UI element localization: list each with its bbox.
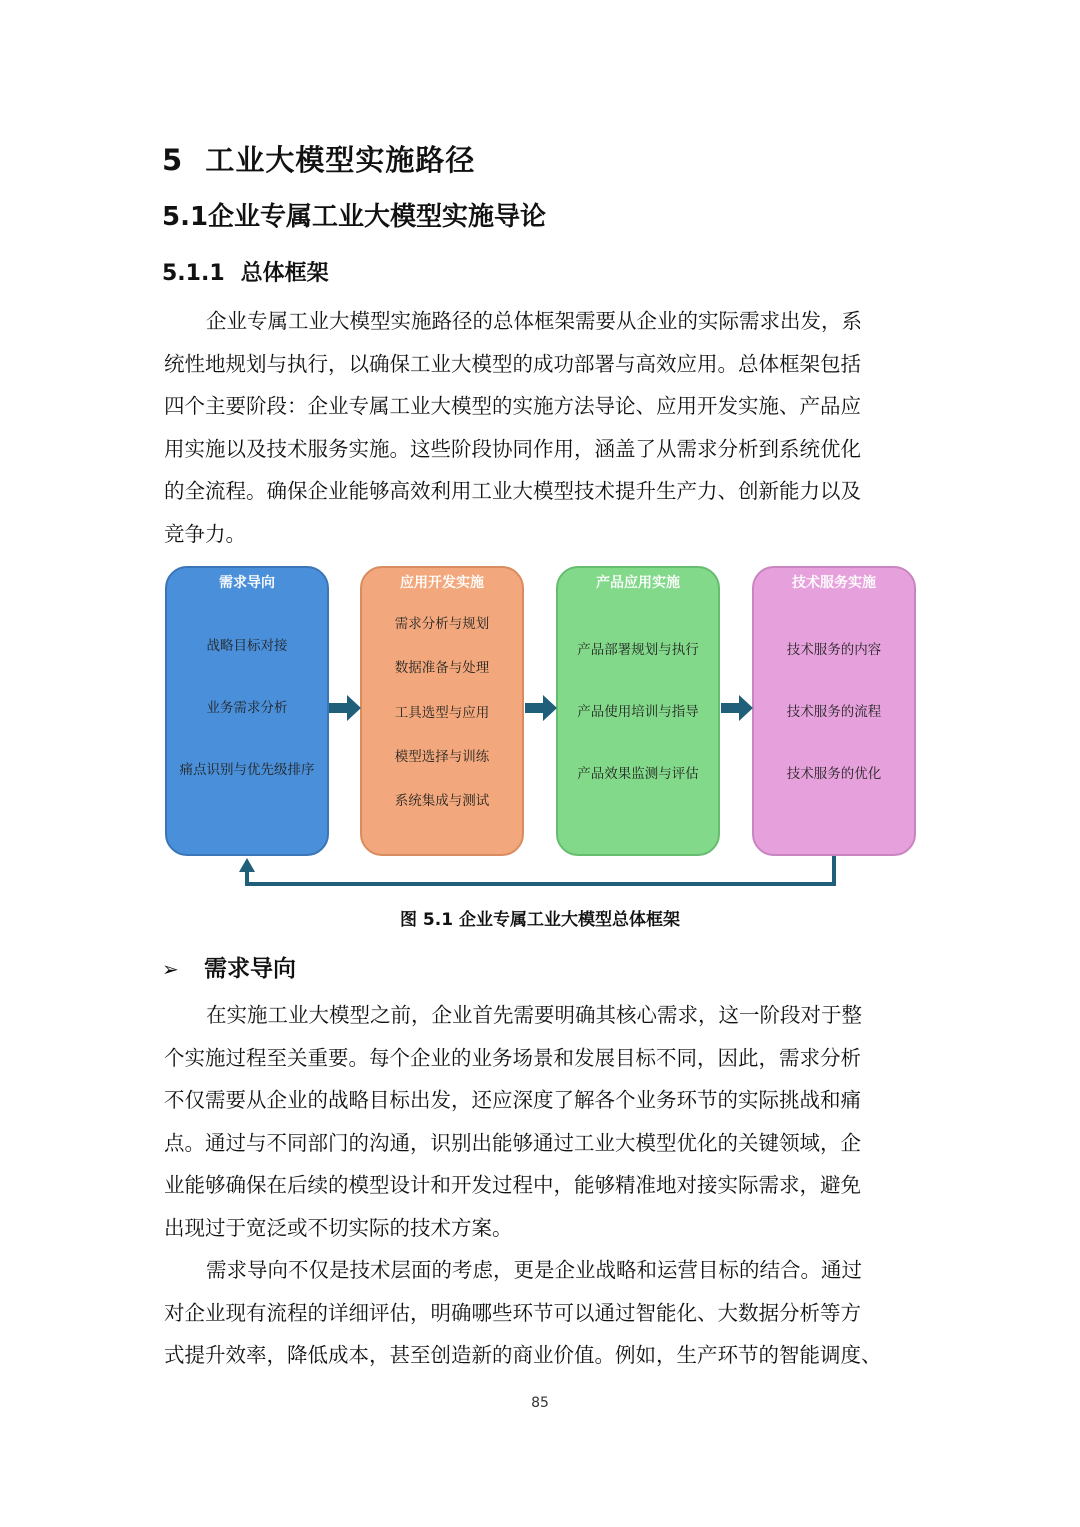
para-line: 式提升效率，降低成本，甚至创造新的商业价值。例如，生产环节的智能调度、 bbox=[164, 1343, 882, 1367]
arrow-bullet-icon: ➢ bbox=[162, 957, 179, 981]
para-line: 个实施过程至关重要。每个企业的业务场景和发展目标不同，因此，需求分析 bbox=[164, 1045, 861, 1070]
chapter-title: 工业大模型实施路径 bbox=[205, 143, 476, 177]
box-title: 需求导向 bbox=[219, 575, 275, 591]
box-item: 产品效果监测与评估 bbox=[577, 766, 699, 782]
box-item: 痛点识别与优先级排序 bbox=[179, 762, 315, 778]
point-heading bbox=[162, 950, 296, 983]
subsection-number: 5.1.1 bbox=[162, 261, 225, 286]
para-line: 需求导向不仅是技术层面的考虑，更是企业战略和运营目标的结合。通过 bbox=[206, 1258, 862, 1282]
box-item: 产品使用培训与指导 bbox=[577, 704, 699, 720]
chapter-number: 5 bbox=[162, 143, 184, 177]
box-title: 产品应用实施 bbox=[596, 575, 680, 591]
box-item: 模型选择与训练 bbox=[394, 749, 490, 765]
para-line: 企业专属工业大模型实施路径的总体框架需要从企业的实际需求出发，系 bbox=[206, 309, 862, 333]
para-line: 四个主要阶段：企业专属工业大模型的实施方法导论、应用开发实施、产品应 bbox=[164, 394, 861, 418]
para-line: 在实施工业大模型之前，企业首先需要明确其核心需求，这一阶段对于整 bbox=[206, 1003, 862, 1027]
box-item: 业务需求分析 bbox=[206, 700, 288, 716]
box-title: 技术服务实施 bbox=[792, 575, 876, 591]
box-item: 数据准备与处理 bbox=[394, 660, 490, 676]
para-line: 出现过于宽泛或不切实际的技术方案。 bbox=[164, 1215, 513, 1240]
box-item: 产品部署规划与执行 bbox=[577, 642, 699, 658]
box-item: 技术服务的内容 bbox=[786, 642, 882, 658]
para-line: 不仅需要从企业的战略目标出发，还应深度了解各个业务环节的实际挑战和痛 bbox=[164, 1088, 861, 1112]
box-title: 应用开发实施 bbox=[400, 575, 484, 591]
para-line: 点。通过与不同部门的沟通，识别出能够通过工业大模型优化的关键领域，企 bbox=[164, 1130, 861, 1155]
para-line: 对企业现有流程的详细评估，明确哪些环节可以通过智能化、大数据分析等方 bbox=[164, 1300, 861, 1325]
demand-paragraph-2 bbox=[164, 1249, 916, 1377]
para-line: 业能够确保在后续的模型设计和开发过程中，能够精准地对接实际需求，避免 bbox=[164, 1173, 861, 1197]
box-item: 技术服务的流程 bbox=[786, 704, 882, 720]
section-heading: 5.1企业专属工业大模型实施导论 bbox=[162, 202, 547, 232]
para-line: 统性地规划与执行，以确保工业大模型的成功部署与高效应用。总体框架包括 bbox=[164, 351, 861, 376]
box-item: 系统集成与测试 bbox=[394, 793, 490, 809]
para-line: 的全流程。确保企业能够高效利用工业大模型技术提升生产力、创新能力以及 bbox=[164, 479, 861, 503]
box-item: 战略目标对接 bbox=[206, 638, 288, 654]
page-number: 85 bbox=[531, 1395, 549, 1411]
figure-caption: 图 5.1 企业专属工业大模型总体框架 bbox=[400, 910, 680, 930]
para-line: 竞争力。 bbox=[164, 521, 246, 546]
demand-paragraph-1 bbox=[164, 994, 916, 1249]
para-line: 用实施以及技术服务实施。这些阶段协同作用，涵盖了从需求分析到系统优化 bbox=[164, 436, 861, 461]
point-heading-title: 需求导向 bbox=[204, 956, 296, 982]
box-item: 工具选型与应用 bbox=[394, 705, 490, 721]
box-item: 技术服务的优化 bbox=[786, 766, 882, 782]
box-item: 需求分析与规划 bbox=[394, 616, 490, 632]
subsection-title: 总体框架 bbox=[240, 261, 329, 286]
